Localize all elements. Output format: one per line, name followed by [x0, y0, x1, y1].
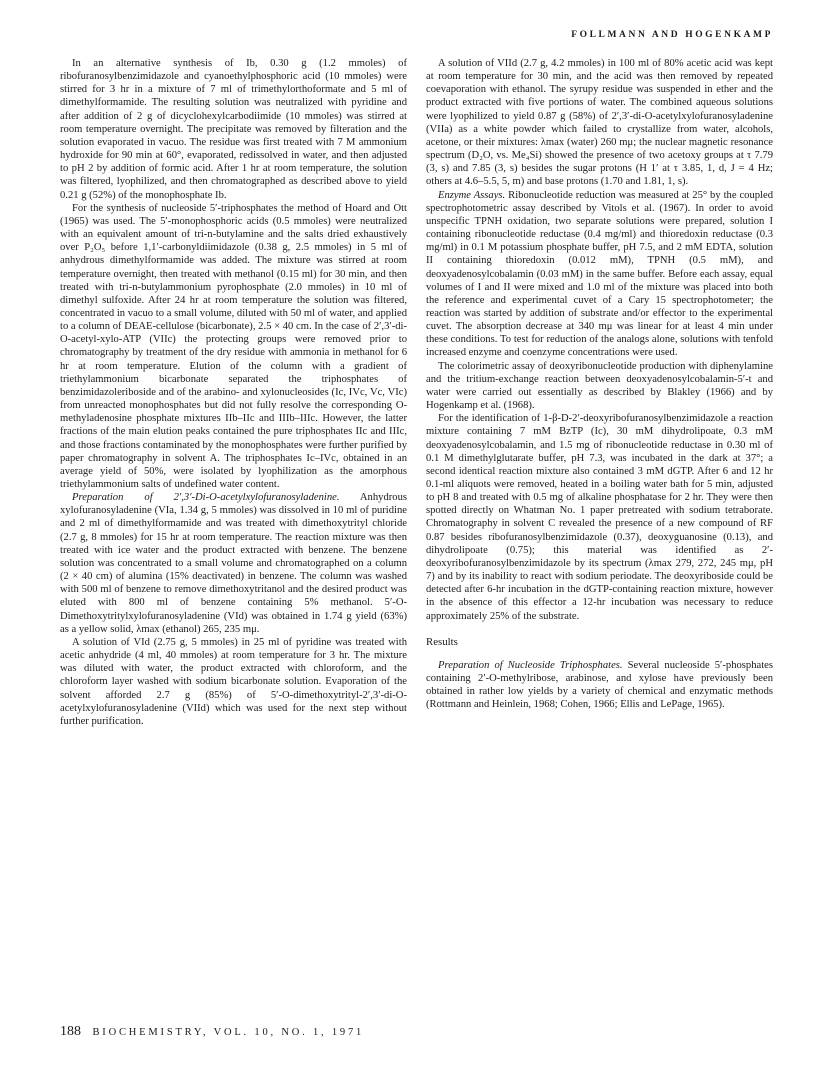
- left-column: [60, 57, 407, 728]
- page-number: 188: [60, 1024, 81, 1039]
- paragraph: [426, 189, 773, 360]
- paragraph-body: Anhydrous xylofuranosyladenine (VIa, 1.34 g, 5 mmoles) was dissolved in 10 ml of puridine and 2 ml of dimethylformamide and was treated with dimethoxytrityl chloride (2.7 g, 8 mmoles) for 15 hr at room temperature. The reaction mixture was then treated with ice water and the product extracted with benzene. The benzene solution was concentrated to a small volume and chromatographed on a column (2 × 40 cm) of alumina (15% deactivated) in benzene. The column was washed with 500 ml of benzene to remove dimethoxytritanol and the desired product was eluted with 800 ml of benzene containing 5% methanol. 5′-O-Dimethoxytritylxylofuranosyladenine (VId) was obtained in 1.74 g yield (63%) as a yellow solid, λmax (ethanol) 265, 235 mμ.: [60, 492, 407, 635]
- right-column: [426, 57, 773, 712]
- paragraph: A solution of VId (2.75 g, 5 mmoles) in 25 ml of pyridine was treated with acetic anhydride (4 ml, 40 mmoles) at room temperature for 3 hr. The mixture was diluted with water, the product extracted with chloroform, and the chloroform layer washed with sodium bicarbonate solution. Evaporation of the solvent afforded 2.7 g (85%) of 5′-O-dimethoxytrityl-2′,3′-di-O-acetylxylofuranosyladenine (VIId) which was used for the next step without further purification.: [60, 636, 407, 727]
- paragraph: The colorimetric assay of deoxyribonucleotide production with diphenylamine and the tritium-exchange reaction between deoxyadenosylcobalamin-5′-t and water were carried out essentially as described by Blakley (1966) and by Hogenkamp et al. (1968).: [426, 360, 773, 412]
- section-heading: Results: [426, 635, 458, 648]
- paragraph: For the synthesis of nucleoside 5′-triphosphates the method of Hoard and Ott (1965) was used. The 5′-monophosphoric acids (0.5 mmoles) were neutralized with an equivalent amount of tri-n-butylamine and the salts dried exhaustively over P₂O₅ before 1,1′-carbonyldiimidazole (0.38 g, 2.5 mmoles) in 5 ml of anhydrous dimethylformamide was added. The mixture was stirred at room temperature overnight, then treated with methanol (0.15 ml) for 30 min, and then treated with tri-n-butylammonium pyrophosphate (2.0 mmoles) in 10 ml of dimethyl sulfoxide. After 24 hr at room temperature the solution was filtered, concentrated in vacuo to a small volume, diluted with 50 ml of water, and applied to a column of DEAE-cellulose (bicarbonate), 2.5 × 40 cm. In the case of 2′,3′-di-O-acetyl-xylo-ATP (VIIc) the protecting groups were removed prior to chromatography by treatment of the dry residue with ammonia in methanol for 6 hr at room temperature. Elution of the column with a gradient of triethylammonium bicarbonate separated the triphosphates of benzimidazoleriboside and of the arabino- and xylonucleosides (Ic, IVc, Vc, VIc) from unreacted monophosphates but did not fully resolve the corresponding O-methyladenosine phosphate mixtures IIb–IIc and IIIb–IIIc. However, the latter fractions of the main elution peaks contained the pure triphosphates IIc and IIIc, and those fractions contaminated by the monophosphates were further purified by paper chromatography in solvent A. The triphosphates Ic–IVc, obtained in an average yield of 50%, were isolated by lyophilization as the amorphous triethylammonium salts of undefined water content.: [60, 202, 407, 490]
- page-footer: [60, 1024, 364, 1040]
- paragraph-title: Enzyme Assays.: [438, 189, 506, 201]
- paragraph-title: Preparation of 2′,3′-Di-O-acetylxylofuranosyladenine.: [72, 492, 340, 504]
- paragraph: A solution of VIId (2.7 g, 4.2 mmoles) in 100 ml of 80% acetic acid was kept at room temperature for 30 min, and the acid was then removed by repeated coevaporation with ethanol. The syrupy residue was suspended in ether and the product extracted with five portions of water. The combined aqueous solutions were lyophilized to yield 0.87 g (58%) of 2′,3′-di-O-acetylxylofuranosyladenine (VIIa) as a white powder which failed to crystallize from water, alcohols, acetone, or their mixtures: λmax (water) 260 mμ; the nuclear magnetic resonance spectrum (D₂O, vs. Me₄Si) showed the presence of two acetoxy groups at τ 7.79 (3, s) and 7.85 (3, s) besides the sugar protons (H 1′ at τ 3.85, 1, d, J = 4 Hz; others at 4.6–5.5, 5, m) and base protons (1.70 and 1.81, 1, s).: [426, 58, 773, 188]
- running-head: FOLLMANN AND HOGENKAMP: [571, 30, 773, 40]
- paragraph-body: Ribonucleotide reduction was measured at 25° by the coupled spectrophotometric assay described by Vitols et al. (1967). In order to avoid unspecific TPNH oxidation, two separate solutions were prepared, solution I containing ribonucleotide reductase (0.4 mg/ml) and thioredoxin reductase (0.3 mg/ml) in 0.1 M potassium phosphate buffer, pH 7.5, and 2 mM EDTA, solution II containing thioredoxin (0.012 mM), TPNH (0.5 mM), and deoxyadenosylcobalamin (0.03 mM) in the same buffer. Before each assay, equal volumes of I and II were mixed and 1.0 ml of the mixture was placed into both the reference and experimental cuvet of a Cary 15 spectrophotometer; the reaction was started by addition of substrate and/or effector to the experimental cuvet. The absorption decrease at 340 mμ was linear for at least 4 min under these conditions. To test for reduction of the analogs alone, solutions with tenfold increased enzyme and coenzyme concentrations were used.: [426, 189, 773, 359]
- journal-citation: BIOCHEMISTRY, VOL. 10, NO. 1, 1971: [92, 1027, 365, 1038]
- paragraph: [60, 491, 407, 636]
- paragraph: For the identification of 1-β-D-2′-deoxyribofuranosylbenzimidazole a reaction mixture containing 7 mM BzTP (Ic), 30 mM dihydrolipoate, 0.3 mM deoxyadenosylcobalamin, and 1.5 mg of ribonucleotide reductase in 0.30 ml of 0.1 M dimethylglutarate buffer, pH 7.3, was incubated in the dark at 37°; a second identical reaction mixture also contained 3 mM dGTP. After 6 and 12 hr 0.1-ml aliquots were removed, heated in a boiling water bath for 5 min, adjusted to pH 8 and treated with 0.5 mg of alkaline phosphatase for 2 hr. They were then spotted directly on Whatman No. 1 paper pretreated with sodium tetraborate. Chromatography in solvent C revealed the presence of a new compound of RF 0.87 besides ribofuranosylbenzimidazole (0.37), deoxyguanosine (0.13), and dihydrolipoate (0.75); this material was identified as 2′-deoxyribofuranosylbenzimidazole by its spectrum (λmax 279, 272, 245 mμ, pH 7) and by its inability to react with sodium periodate. The deoxyriboside could be detected after 6-hr incubation in the dGTP-containing reaction mixture, however in the absence of this effector a 12-hr incubation was necessary to reduce approximately 25% of the substrate.: [426, 413, 773, 622]
- paragraph: In an alternative synthesis of Ib, 0.30 g (1.2 mmoles) of ribofuranosylbenzimidazole and cyanoethylphosphoric acid (10 mmoles) were stirred for 3 hr in a mixture of 7 ml of trimethylorthoformate and 5 ml of dimethylformamide. The resulting solution was neutralized with pyridine and after addition of 2 g of dicyclohexylcarbodiimide (10 mmoles) was stirred at room temperature overnight. The precipitate was removed by filteration and the solution evaporated in vacuo. The residue was first treated with 7 M ammonium hydroxide for 90 min at 60°, evaporated, redissolved in water, and then adjusted to pH 2 by addition of formic acid. After 1 hr at room temperature, the solution was filtered, lyophilized, and then chromatographed as described above to yield 0.21 g (52%) of the monophosphate Ib.: [60, 58, 407, 201]
- paragraph-title: Preparation of Nucleoside Triphosphates.: [438, 659, 623, 671]
- paragraph-body: Several nucleoside 5′-phosphates containing 2′-O-methylribose, arabinose, and xylose have previously been obtained in rather low yields by a variety of chemical and enzymatic methods (Rottmann and Heinlein, 1968; Cohen, 1966; Ellis and LePage, 1965).: [426, 659, 773, 711]
- paragraph: [426, 659, 773, 712]
